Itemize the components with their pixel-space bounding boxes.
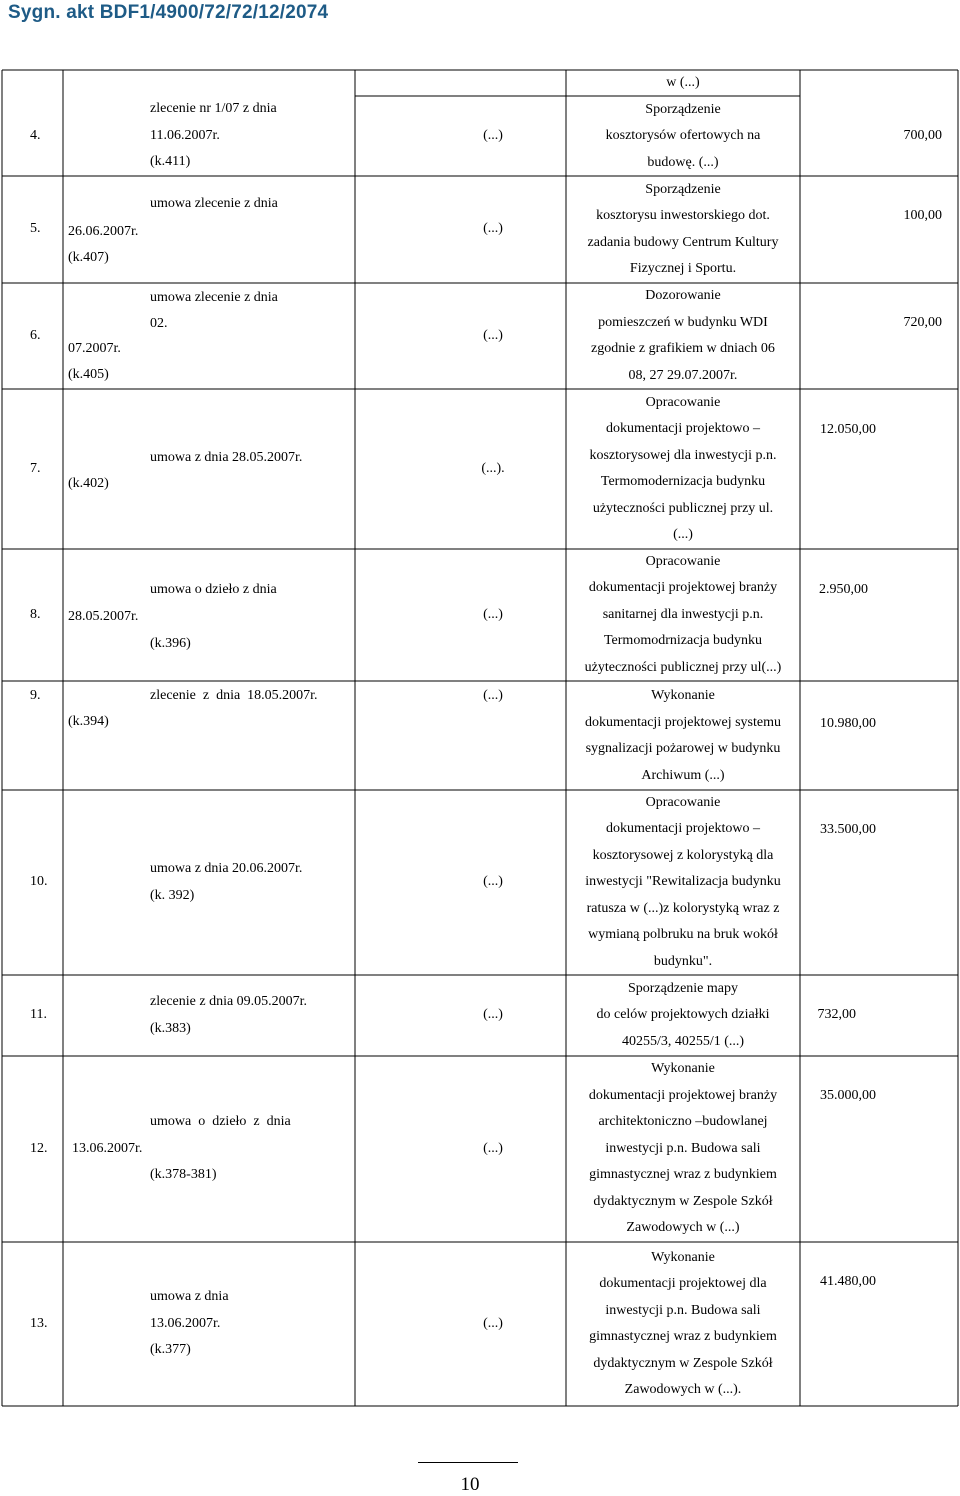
description-line: kosztorysu inwestorskiego dot.: [596, 208, 770, 223]
amount-cell: 720,00: [903, 314, 942, 330]
description-line: inwestycji p.n. Budowa sali: [605, 1140, 761, 1156]
contractor-cell: (...): [483, 1315, 503, 1331]
description-cell: [566, 790, 800, 975]
amount-cell: 10.980,00: [820, 715, 876, 731]
description-line: Archiwum (...): [641, 767, 725, 783]
row-number: 5.: [30, 221, 41, 237]
contract-cell: [68, 708, 268, 736]
description-line: kosztorysowej z kolorystyką dla: [592, 847, 774, 863]
description-line: zgodnie z grafikiem w dniach 06: [591, 341, 775, 356]
contract-line: 11.06.2007r.: [150, 127, 220, 143]
row-number: 6.: [30, 327, 41, 343]
description-line: zadania budowy Centrum Kultury: [587, 234, 779, 250]
description-line: dokumentacji projektowej branży: [588, 580, 778, 596]
contract-line: (k.411): [150, 154, 191, 170]
description-line: gimnastycznej wraz z budynkiem: [589, 1167, 777, 1183]
amount-cell: 41.480,00: [820, 1273, 876, 1289]
contractor-cell: (...): [483, 327, 503, 343]
amount-cell: 33.500,00: [820, 821, 876, 837]
contract-line: (k.394): [68, 713, 109, 729]
contract-line: 07.2007r.: [68, 340, 121, 356]
description-cell: [566, 283, 800, 389]
description-line: Dozorowanie: [645, 288, 721, 303]
description-cell: [566, 975, 800, 1056]
description-line: architektoniczno –budowlanej: [598, 1114, 768, 1130]
description-line: do celów projektowych działki: [596, 1007, 770, 1023]
description-line: Sporządzenie: [645, 181, 721, 197]
description-line: Opracowanie: [645, 394, 721, 410]
description-line: Termomodrnizacja budynku: [603, 633, 763, 649]
amount-cell: 12.050,00: [820, 421, 876, 437]
description-cell: [566, 176, 800, 283]
description-line: Sporządzenie: [645, 101, 721, 117]
contract-line: umowa z dnia 28.05.2007r.: [150, 449, 303, 465]
description-line: Zawodowych w (...).: [624, 1382, 742, 1397]
description-cell: [566, 1242, 800, 1406]
contractor-cell: (...): [483, 687, 503, 703]
description-line: Fizycznej i Sportu.: [629, 261, 737, 276]
description-line: dokumentacji projektowej branży: [588, 1087, 778, 1103]
contract-cell: [68, 603, 268, 631]
contract-line: 28.05.2007r.: [68, 608, 139, 624]
description-cell: [566, 389, 800, 549]
description-line: inwestycji "Rewitalizacja budynku: [585, 874, 781, 890]
contract-line: (k.402): [68, 475, 109, 491]
contract-cell: [150, 975, 355, 1056]
contractor-cell: (...): [483, 1140, 503, 1156]
contract-line: zlecenie nr 1/07 z dnia: [150, 101, 277, 117]
description-line: Wykonanie: [651, 688, 715, 703]
contractor-cell: (...): [483, 1007, 503, 1023]
description-line: Wykonanie: [651, 1061, 715, 1077]
amount-cell: 2.950,00: [819, 581, 868, 597]
contract-line: 26.06.2007r.: [68, 223, 139, 239]
description-line: Opracowanie: [645, 553, 721, 569]
contractor-cell: (...): [483, 127, 503, 143]
contract-line: (k.396): [150, 635, 191, 651]
description-line: w (...): [666, 75, 700, 90]
description-line: Opracowanie: [645, 794, 721, 810]
contractor-cell: (...): [483, 874, 503, 890]
description-line: sygnalizacji pożarowej w budynku: [585, 741, 781, 756]
description-line: gimnastycznej wraz z budynkiem: [589, 1329, 777, 1344]
description-line: dokumentacji projektowo –: [606, 821, 760, 837]
description-line: dokumentacji projektowej systemu: [585, 714, 781, 730]
contractor-cell: (...).: [481, 460, 505, 476]
contract-cell: [150, 1108, 355, 1136]
page-number: 10: [460, 1474, 480, 1495]
amount-cell: 35.000,00: [820, 1087, 876, 1103]
amount-cell: 700,00: [903, 127, 942, 143]
description-line: dokumentacji projektowej dla: [599, 1276, 767, 1291]
row-number: 10.: [30, 874, 48, 890]
contractor-cell: (...): [483, 606, 503, 622]
row-number: 11.: [30, 1007, 47, 1023]
description-line: dydaktycznym w Zespole Szkół: [593, 1355, 773, 1371]
amount-cell: 100,00: [903, 207, 942, 223]
description-line: dydaktycznym w Zespole Szkół: [593, 1193, 773, 1209]
description-cell: [566, 1056, 800, 1242]
row-number: 13.: [30, 1315, 48, 1331]
description-line: pomieszczeń w budynku WDI: [598, 314, 768, 330]
description-line: kosztorysowej dla inwestycji p.n.: [589, 447, 777, 463]
contractor-cell: (...): [483, 221, 503, 237]
contract-line: (k.407): [68, 250, 109, 265]
description-line: ratusza w (...)z kolorystyką wraz z: [586, 900, 780, 916]
contract-line: zlecenie z dnia 18.05.2007r.: [150, 687, 318, 703]
description-line: inwestycji p.n. Budowa sali: [605, 1302, 761, 1318]
description-line: Wykonanie: [651, 1249, 715, 1265]
contract-cell: [68, 336, 268, 388]
description-line: użyteczności publicznej przy ul(...): [584, 659, 782, 675]
contract-line: umowa z dnia: [150, 1289, 229, 1305]
description-line: 40255/3, 40255/1 (...): [621, 1033, 745, 1049]
description-cell: [566, 549, 800, 681]
contract-line: umowa z dnia 20.06.2007r.: [150, 861, 303, 876]
contract-cell: [150, 444, 355, 472]
contract-line: umowa zlecenie z dnia: [150, 289, 278, 305]
description-line: (...): [673, 527, 693, 542]
description-line: 08, 27 29.07.2007r.: [628, 367, 738, 383]
description-line: Sporządzenie mapy: [627, 980, 738, 996]
row-number: 4.: [30, 127, 41, 143]
description-line: wymianą polbruku na bruk wokół: [588, 927, 778, 943]
contract-line: (k.405): [68, 367, 109, 382]
description-cell: [566, 70, 800, 176]
contract-line: (k.377): [150, 1342, 191, 1358]
contract-line: 13.06.2007r.: [72, 1140, 143, 1156]
row-number: 12.: [30, 1140, 48, 1156]
contract-line: 02.: [150, 316, 168, 331]
contract-line: umowa o dzieło z dnia: [150, 581, 277, 597]
contract-line: (k.378-381): [150, 1166, 217, 1182]
row-number: 8.: [30, 606, 41, 622]
contract-line: umowa zlecenie z dnia: [150, 195, 278, 211]
contract-cell: [150, 96, 355, 176]
contract-cell: [150, 790, 355, 975]
description-line: Zawodowych w (...): [626, 1220, 740, 1236]
amount-cell: 732,00: [817, 1007, 856, 1023]
description-cell: [566, 682, 800, 790]
contract-cell: [150, 630, 355, 658]
document-signature-header: Sygn. akt BDF1/4900/72/72/12/2074: [8, 2, 329, 23]
contract-cell: [150, 1242, 355, 1406]
description-line: Termomodernizacja budynku: [600, 474, 766, 489]
contract-line: (k.383): [150, 1020, 191, 1036]
contract-cell: [150, 576, 355, 604]
contract-line: umowa o dzieło z dnia: [150, 1113, 291, 1129]
contract-cell: [68, 218, 268, 272]
contract-cell: [72, 1135, 272, 1163]
contract-line: zlecenie z dnia 09.05.2007r.: [150, 994, 308, 1009]
contract-cell: [68, 470, 268, 498]
description-line: dokumentacji projektowo –: [606, 421, 760, 436]
contract-line: (k. 392): [150, 887, 195, 903]
description-line: budowę. (...): [647, 154, 719, 170]
page-number-rule: [418, 1462, 518, 1463]
contract-line: 13.06.2007r.: [150, 1315, 221, 1331]
contract-cell: [150, 1161, 355, 1189]
description-line: kosztorysów ofertowych na: [605, 128, 761, 143]
row-number: 7.: [30, 460, 41, 476]
row-number: 9.: [30, 687, 41, 703]
contract-cell: [150, 682, 355, 710]
contract-cell: [150, 284, 355, 338]
description-line: sanitarnej dla inwestycji p.n.: [602, 606, 764, 622]
description-line: budynku".: [653, 953, 713, 969]
description-line: użyteczności publicznej przy ul.: [592, 500, 774, 516]
